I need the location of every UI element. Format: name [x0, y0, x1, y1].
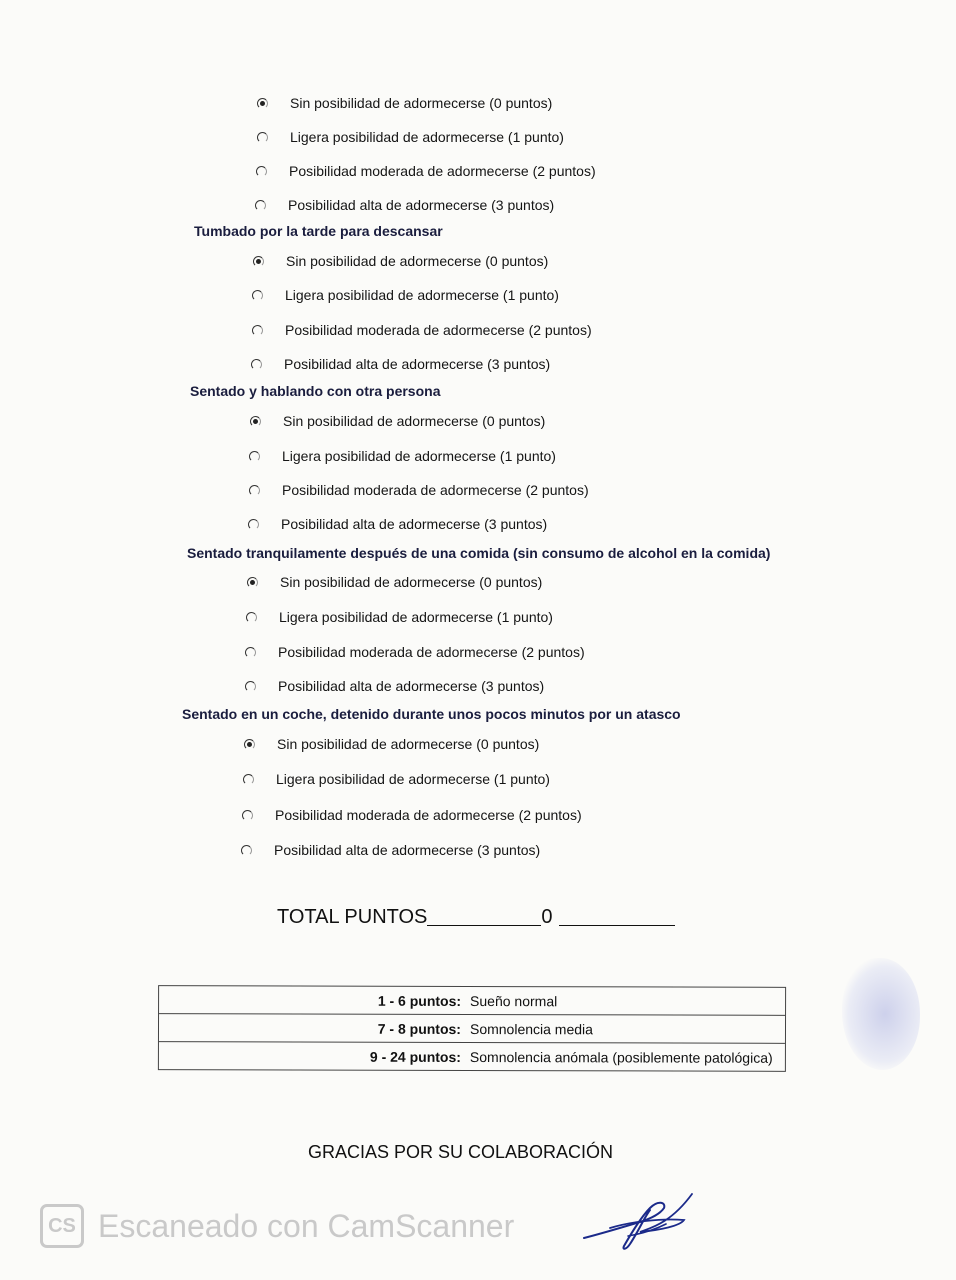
option-high-chance[interactable] — [245, 678, 544, 694]
radio-checked-icon[interactable] — [244, 739, 255, 750]
option-high-chance[interactable] — [251, 356, 550, 372]
radio-unchecked-icon[interactable] — [246, 612, 257, 623]
radio-unchecked-icon[interactable] — [257, 132, 268, 143]
option-label: Posibilidad moderada de adormecerse (2 puntos) — [285, 322, 592, 338]
total-points — [277, 906, 675, 929]
score-range: 9 - 24 puntos: — [369, 1048, 461, 1065]
radio-unchecked-icon[interactable] — [252, 325, 263, 336]
radio-unchecked-icon[interactable] — [241, 845, 252, 856]
total-label: TOTAL PUNTOS — [277, 906, 428, 928]
option-high-chance[interactable] — [255, 197, 554, 213]
option-no-chance[interactable] — [253, 253, 548, 269]
radio-unchecked-icon[interactable] — [255, 200, 266, 211]
watermark-text: Escaneado con CamScanner — [98, 1207, 515, 1244]
question-heading: Sentado y hablando con otra persona — [190, 383, 441, 399]
thanks-message: GRACIAS POR SU COLABORACIÓN — [308, 1142, 614, 1162]
option-high-chance[interactable] — [248, 516, 547, 532]
option-label: Ligera posibilidad de adormecerse (1 punto) — [290, 129, 564, 145]
radio-checked-icon[interactable] — [253, 256, 264, 267]
radio-unchecked-icon[interactable] — [252, 290, 263, 301]
total-underline-right — [559, 924, 675, 926]
option-moderate-chance[interactable] — [249, 482, 589, 498]
score-description: Somnolencia anómala (posiblemente patológica) — [469, 1048, 773, 1066]
table-row — [159, 1041, 785, 1071]
camscanner-watermark — [40, 1204, 514, 1248]
radio-unchecked-icon[interactable] — [243, 774, 254, 785]
option-label: Ligera posibilidad de adormecerse (1 punto) — [276, 771, 550, 787]
radio-unchecked-icon[interactable] — [251, 359, 262, 370]
option-label: Posibilidad alta de adormecerse (3 puntos) — [281, 516, 548, 532]
radio-checked-icon[interactable] — [250, 416, 261, 427]
option-moderate-chance[interactable] — [242, 807, 582, 823]
option-label: Sin posibilidad de adormecerse (0 puntos) — [280, 574, 543, 590]
radio-unchecked-icon[interactable] — [248, 519, 259, 530]
table-row — [159, 986, 785, 1015]
camscanner-logo-icon: CS — [40, 1204, 84, 1248]
radio-unchecked-icon[interactable] — [256, 166, 267, 177]
score-range: 1 - 6 puntos: — [377, 992, 462, 1009]
option-label: Posibilidad moderada de adormecerse (2 puntos) — [275, 807, 582, 823]
score-range: 7 - 8 puntos: — [377, 1020, 462, 1037]
option-high-chance[interactable] — [241, 842, 540, 858]
option-moderate-chance[interactable] — [245, 644, 585, 660]
option-label: Ligera posibilidad de adormecerse (1 punto) — [285, 287, 559, 303]
question-heading: Tumbado por la tarde para descansar — [194, 223, 443, 239]
radio-unchecked-icon[interactable] — [249, 451, 260, 462]
option-slight-chance[interactable] — [243, 771, 550, 787]
option-label: Ligera posibilidad de adormecerse (1 punto) — [279, 609, 553, 625]
score-description: Somnolencia media — [469, 1020, 593, 1037]
option-label: Sin posibilidad de adormecerse (0 puntos) — [283, 413, 546, 429]
option-label: Posibilidad moderada de adormecerse (2 puntos) — [282, 482, 589, 498]
question-heading: Sentado tranquilamente después de una comida (sin consumo de alcohol en la comida) — [187, 545, 771, 561]
option-slight-chance[interactable] — [249, 448, 556, 464]
option-moderate-chance[interactable] — [252, 322, 592, 338]
option-no-chance[interactable] — [247, 574, 542, 590]
option-label: Sin posibilidad de adormecerse (0 puntos) — [286, 253, 549, 269]
total-value: 0 — [541, 906, 553, 928]
question-heading: Sentado en un coche, detenido durante unos pocos minutos por un atasco — [182, 706, 681, 722]
signature-icon — [580, 1188, 700, 1254]
radio-unchecked-icon[interactable] — [249, 485, 260, 496]
radio-unchecked-icon[interactable] — [245, 681, 256, 692]
radio-unchecked-icon[interactable] — [245, 647, 256, 658]
option-no-chance[interactable] — [250, 413, 545, 429]
option-no-chance[interactable] — [257, 95, 552, 111]
option-slight-chance[interactable] — [246, 609, 553, 625]
score-description: Sueño normal — [470, 992, 558, 1009]
option-label: Posibilidad alta de adormecerse (3 puntos) — [274, 842, 541, 858]
radio-checked-icon[interactable] — [257, 98, 268, 109]
ink-smudge — [842, 958, 920, 1070]
option-moderate-chance[interactable] — [256, 163, 596, 179]
total-underline-left — [427, 924, 541, 926]
option-label: Posibilidad moderada de adormecerse (2 puntos) — [289, 163, 596, 179]
option-label: Posibilidad alta de adormecerse (3 puntos) — [288, 197, 555, 213]
option-no-chance[interactable] — [244, 736, 539, 752]
option-slight-chance[interactable] — [257, 129, 564, 145]
option-label: Sin posibilidad de adormecerse (0 puntos) — [277, 736, 540, 752]
option-label: Posibilidad alta de adormecerse (3 puntos) — [284, 356, 551, 372]
score-interpretation-table — [158, 985, 786, 1072]
option-label: Ligera posibilidad de adormecerse (1 punto) — [282, 448, 556, 464]
option-label: Posibilidad moderada de adormecerse (2 puntos) — [278, 644, 585, 660]
table-row — [159, 1013, 785, 1043]
option-label: Sin posibilidad de adormecerse (0 puntos) — [290, 95, 553, 111]
option-label: Posibilidad alta de adormecerse (3 puntos) — [278, 678, 545, 694]
option-slight-chance[interactable] — [252, 287, 559, 303]
radio-checked-icon[interactable] — [247, 577, 258, 588]
radio-unchecked-icon[interactable] — [242, 810, 253, 821]
